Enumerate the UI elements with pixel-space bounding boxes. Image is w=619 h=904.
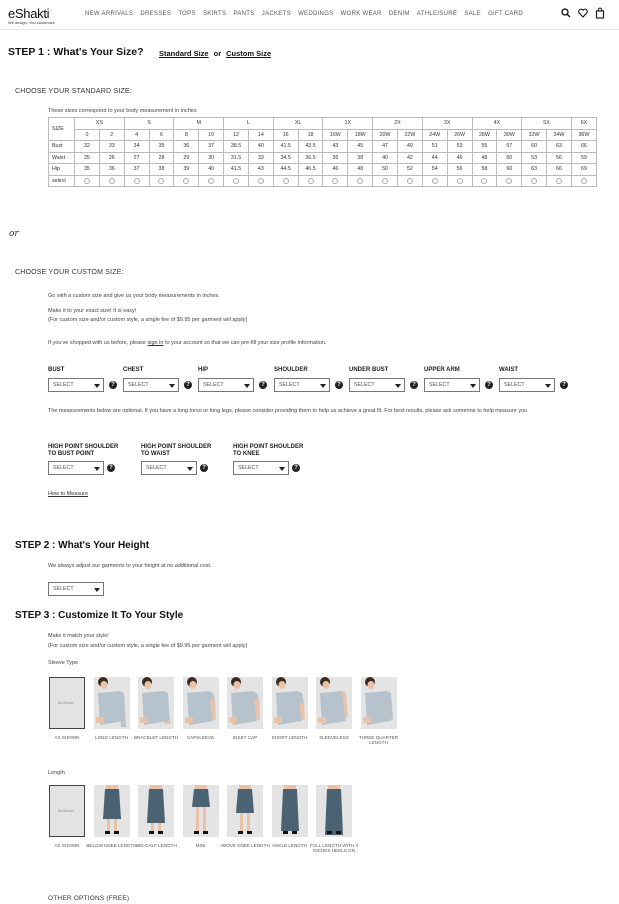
- select-cell: [497, 175, 522, 187]
- chevron-down-icon: [470, 384, 476, 388]
- size-number-cell: 16W: [323, 129, 348, 141]
- size-radio[interactable]: [457, 178, 463, 184]
- measurement-value: 58: [472, 164, 497, 176]
- measurement-value: 38: [348, 152, 373, 164]
- select-cell: [248, 175, 273, 187]
- measurement-value: 35: [75, 164, 100, 176]
- measurement-row: [49, 164, 597, 176]
- bag-icon[interactable]: [595, 7, 605, 19]
- size-label-cell: SIZE: [49, 118, 75, 141]
- field-label-chest: CHEST: [123, 367, 144, 373]
- select-value: SELECT: [504, 382, 525, 388]
- or-separator: or: [213, 49, 222, 58]
- optional-field-label: TO BUST POINT: [48, 451, 95, 457]
- select-cell: [174, 175, 199, 187]
- field-label-under-bust: UNDER BUST: [349, 367, 389, 373]
- optional-field-label: TO KNEE: [233, 451, 260, 457]
- optional-measurement-select[interactable]: [233, 461, 289, 475]
- custom-easy-note: Make it to your exact size! It is easy!: [48, 308, 137, 314]
- chevron-down-icon: [279, 467, 285, 471]
- measurement-value: 60: [497, 164, 522, 176]
- optional-measurement-select[interactable]: [48, 461, 104, 475]
- under-bust-select[interactable]: [349, 378, 405, 392]
- sleeve-option-label: AS SHOWN: [54, 735, 80, 740]
- size-radio[interactable]: [283, 178, 289, 184]
- optional-measurements-note: The measurements below are optional. If you have a long torso or long legs, please consider providing them to help us achieve a great fit. For best results, please ask someone to help measure you: [48, 408, 528, 414]
- sleeve-type-heading: Sleeve Type: [48, 660, 79, 666]
- size-group-cell: 4X: [472, 118, 522, 130]
- step1-size-links: [159, 49, 271, 58]
- measurement-value: 36.5: [298, 152, 323, 164]
- size-group-cell: 1X: [323, 118, 373, 130]
- select-cell: [348, 175, 373, 187]
- sleeve-illustration: [138, 677, 174, 729]
- upper-arm-select[interactable]: [424, 378, 480, 392]
- step3-title: STEP 3 : Customize It To Your Style: [15, 610, 184, 621]
- custom-intro: Go with a custom size and give us your body measurements in inches.: [48, 293, 220, 299]
- length-option[interactable]: [220, 785, 270, 848]
- size-group-cell: 6X: [571, 118, 596, 130]
- measurement-value: 60: [522, 141, 547, 153]
- measurement-value: 48: [348, 164, 373, 176]
- other-options-heading: OTHER OPTIONS (FREE): [48, 895, 130, 902]
- how-to-measure-link[interactable]: How to Measure: [48, 491, 89, 497]
- height-select-value: SELECT: [53, 586, 74, 592]
- measurement-value: 36: [174, 141, 199, 153]
- select-cell: [397, 175, 422, 187]
- measurement-value: 38: [149, 164, 174, 176]
- chevron-down-icon: [320, 384, 326, 388]
- logo[interactable]: eShakti: [8, 6, 50, 21]
- help-icon[interactable]: ?: [200, 464, 208, 472]
- logo-tagline: We design. You customize: [8, 20, 55, 25]
- size-radio[interactable]: [233, 178, 239, 184]
- custom-size-link[interactable]: Custom Size: [226, 49, 272, 58]
- measurement-value: 59: [571, 152, 596, 164]
- size-group-cell: 2X: [373, 118, 423, 130]
- standard-size-link[interactable]: Standard Size: [159, 49, 209, 58]
- size-radio[interactable]: [158, 178, 164, 184]
- as-shown-thumb-label: As Shown: [58, 701, 74, 705]
- measurement-value: 56: [447, 164, 472, 176]
- measurement-value: 36: [323, 152, 348, 164]
- size-radio[interactable]: [109, 178, 115, 184]
- measurement-value: 34.5: [273, 152, 298, 164]
- length-option[interactable]: [86, 785, 137, 848]
- select-row: [49, 175, 597, 187]
- measurement-value: 39: [174, 164, 199, 176]
- size-radio[interactable]: [506, 178, 512, 184]
- size-group-cell: L: [224, 118, 274, 130]
- nav-new-arrivals[interactable]: NEW ARRIVALS: [85, 11, 134, 17]
- help-icon[interactable]: ?: [292, 464, 300, 472]
- size-number-cell: 18W: [348, 129, 373, 141]
- field-label-bust: BUST: [48, 367, 65, 373]
- measurement-value: 50: [497, 152, 522, 164]
- sleeve-option-label: INSET CAP: [232, 735, 258, 740]
- size-radio[interactable]: [531, 178, 537, 184]
- measurement-value: 41.5: [273, 141, 298, 153]
- size-group-cell: XL: [273, 118, 323, 130]
- size-number-cell: 36W: [571, 129, 596, 141]
- help-icon[interactable]: ?: [560, 381, 568, 389]
- measurement-value: 53: [522, 152, 547, 164]
- height-select[interactable]: [48, 582, 104, 596]
- measurement-value: 30: [199, 152, 224, 164]
- select-value: SELECT: [238, 465, 259, 471]
- select-cell: [472, 175, 497, 187]
- length-option[interactable]: [310, 785, 358, 853]
- sleeve-option-label: THREE QUARTER LENGTH: [358, 735, 399, 745]
- select-value: SELECT: [203, 382, 224, 388]
- select-cell: [273, 175, 298, 187]
- chevron-down-icon: [187, 467, 193, 471]
- sign-in-link[interactable]: sign in: [147, 340, 164, 346]
- size-radio[interactable]: [308, 178, 314, 184]
- help-icon[interactable]: ?: [259, 381, 267, 389]
- measurement-value: 28: [149, 152, 174, 164]
- as-shown-image: [49, 785, 85, 837]
- measurement-value: 40: [199, 164, 224, 176]
- sleeve-option[interactable]: [49, 677, 85, 740]
- sleeve-option[interactable]: [183, 677, 219, 740]
- size-radio[interactable]: [556, 178, 562, 184]
- search-icon[interactable]: [561, 7, 571, 19]
- sign-in-note: [48, 340, 326, 346]
- standard-size-heading: CHOOSE YOUR STANDARD SIZE:: [15, 88, 132, 95]
- optional-field-label: HIGH POINT SHOULDER: [48, 444, 119, 450]
- measurement-value: 27: [124, 152, 149, 164]
- size-number-cell: 30W: [497, 129, 522, 141]
- measurement-value: 48: [472, 152, 497, 164]
- length-heading: Length: [48, 770, 65, 776]
- measurement-row-label: Bust: [49, 141, 75, 153]
- nav-pants[interactable]: PANTS: [233, 11, 255, 17]
- length-option-label: ABOVE KNEE LENGTH: [220, 843, 270, 848]
- length-illustration: [316, 785, 352, 837]
- size-radio[interactable]: [407, 178, 413, 184]
- size-group-cell: 3X: [422, 118, 472, 130]
- size-radio[interactable]: [183, 178, 189, 184]
- select-value: SELECT: [354, 382, 375, 388]
- select-cell: [373, 175, 398, 187]
- measurement-value: 51: [422, 141, 447, 153]
- sleeve-option[interactable]: [94, 677, 130, 740]
- size-group-cell: 5X: [522, 118, 572, 130]
- size-number-cell: 28W: [472, 129, 497, 141]
- length-illustration: [227, 785, 263, 837]
- measurement-value: 25: [75, 152, 100, 164]
- main-nav: [85, 11, 530, 17]
- waist-select[interactable]: [499, 378, 555, 392]
- size-group-cell: XS: [75, 118, 125, 130]
- select-value: SELECT: [429, 382, 450, 388]
- step2-title: STEP 2 : What's Your Height: [15, 540, 150, 551]
- size-number-cell: 22W: [397, 129, 422, 141]
- help-icon[interactable]: ?: [335, 381, 343, 389]
- measurement-value: 57: [497, 141, 522, 153]
- measurement-value: 38.5: [224, 141, 249, 153]
- select-value: SELECT: [279, 382, 300, 388]
- measurement-value: 54: [422, 164, 447, 176]
- chevron-down-icon: [94, 588, 100, 592]
- size-radio[interactable]: [134, 178, 140, 184]
- help-icon[interactable]: ?: [184, 381, 192, 389]
- chest-select[interactable]: [123, 378, 179, 392]
- length-option-label: FULL LENGTH WITH 3 INCHES HEELS ON: [310, 843, 358, 853]
- measurement-value: 43: [323, 141, 348, 153]
- select-cell: [224, 175, 249, 187]
- field-label-waist: WAIST: [499, 367, 518, 373]
- help-icon[interactable]: ?: [109, 381, 117, 389]
- measurement-value: 43: [248, 164, 273, 176]
- measurement-value: 44: [422, 152, 447, 164]
- help-icon[interactable]: ?: [107, 464, 115, 472]
- size-group-cell: S: [124, 118, 174, 130]
- sleeve-illustration: [272, 677, 308, 729]
- or-divider: or: [9, 229, 19, 239]
- size-number-cell: 24W: [422, 129, 447, 141]
- measurement-value: 66: [547, 164, 572, 176]
- select-cell: [323, 175, 348, 187]
- length-option-label: MID-CALF LENGTH: [135, 843, 177, 848]
- shoulder-select[interactable]: [274, 378, 330, 392]
- select-cell: [298, 175, 323, 187]
- help-icon[interactable]: ?: [410, 381, 418, 389]
- sleeve-illustration: [316, 677, 352, 729]
- size-number-cell: 14: [248, 129, 273, 141]
- sleeve-illustration: [361, 677, 397, 729]
- measurement-value: 42: [397, 152, 422, 164]
- nav-jackets[interactable]: JACKETS: [261, 11, 291, 17]
- chevron-down-icon: [545, 384, 551, 388]
- size-number-cell: 12: [224, 129, 249, 141]
- size-number-cell: 8: [174, 129, 199, 141]
- select-cell: [124, 175, 149, 187]
- nav-athleisure[interactable]: ATHLEISURE: [416, 11, 458, 17]
- measurement-row: [49, 141, 597, 153]
- nav-gift-card[interactable]: GIFT CARD: [488, 11, 524, 17]
- measurement-value: 66: [571, 141, 596, 153]
- style-note-1: Make it match your style!: [48, 633, 109, 639]
- sleeve-option-label: BRACELET LENGTH: [133, 735, 179, 740]
- select-cell: [422, 175, 447, 187]
- measurement-value: 53: [447, 141, 472, 153]
- select-value: SELECT: [146, 465, 167, 471]
- size-number-cell: 6: [149, 129, 174, 141]
- size-group-row: [49, 118, 597, 130]
- length-illustration: [138, 785, 174, 837]
- measurement-value: 35: [149, 141, 174, 153]
- measurement-value: 44.5: [273, 164, 298, 176]
- as-shown-image: [49, 677, 85, 729]
- size-chart-table: [48, 117, 597, 187]
- measurement-value: 33: [99, 141, 124, 153]
- sign-in-text-before: If you've shopped with us before, please: [48, 340, 146, 346]
- field-label-upper-arm: UPPER ARM: [424, 367, 460, 373]
- length-option-label: ANKLE LENGTH: [272, 843, 307, 848]
- select-row-label: select: [49, 175, 75, 187]
- chevron-down-icon: [169, 384, 175, 388]
- measurement-value: 37: [199, 141, 224, 153]
- size-number-cell: 16: [273, 129, 298, 141]
- size-radio[interactable]: [84, 178, 90, 184]
- sleeve-option-label: SHORT LENGTH: [271, 735, 308, 740]
- select-cell: [99, 175, 124, 187]
- size-radio[interactable]: [581, 178, 587, 184]
- nav-dresses[interactable]: DRESSES: [140, 11, 172, 17]
- sleeve-illustration: [183, 677, 219, 729]
- sleeve-option-label: SLEEVELESS: [319, 735, 349, 740]
- measurement-value: 63: [522, 164, 547, 176]
- sleeve-option-label: CAPSLEEVE: [186, 735, 215, 740]
- size-number-cell: 0: [75, 129, 100, 141]
- bust-select[interactable]: [48, 378, 104, 392]
- sleeve-option[interactable]: [271, 677, 308, 740]
- sleeve-option[interactable]: [316, 677, 352, 740]
- chevron-down-icon: [395, 384, 401, 388]
- custom-fee-note: (For custom size and/or custom style, a single fee of $9.95 per garment will apply): [48, 317, 248, 323]
- select-cell: [447, 175, 472, 187]
- measurement-value: 40: [373, 152, 398, 164]
- sleeve-option-label: LONG LENGTH: [95, 735, 128, 740]
- chevron-down-icon: [244, 384, 250, 388]
- as-shown-thumb-label: As Shown: [58, 809, 74, 813]
- field-label-shoulder: SHOULDER: [274, 367, 308, 373]
- length-option-label: MINI: [195, 843, 206, 848]
- select-cell: [522, 175, 547, 187]
- optional-field-label: TO WAIST: [141, 451, 170, 457]
- header-icons: [561, 7, 605, 19]
- measurement-value: 43.5: [298, 141, 323, 153]
- nav-sale[interactable]: SALE: [464, 11, 481, 17]
- nav-weddings[interactable]: WEDDINGS: [298, 11, 334, 17]
- measurement-value: 56: [547, 152, 572, 164]
- custom-size-heading: CHOOSE YOUR CUSTOM SIZE:: [15, 269, 124, 276]
- length-option-label: BELOW KNEE LENGTH: [86, 843, 137, 848]
- select-cell: [199, 175, 224, 187]
- chevron-down-icon: [94, 467, 100, 471]
- measurement-value: 33: [248, 152, 273, 164]
- size-number-cell: 2: [99, 129, 124, 141]
- nav-denim[interactable]: DENIM: [388, 11, 410, 17]
- measurement-value: 34: [124, 141, 149, 153]
- size-radio[interactable]: [481, 178, 487, 184]
- length-option[interactable]: [183, 785, 219, 848]
- nav-skirts[interactable]: SKIRTS: [202, 11, 227, 17]
- field-label-hip: HIP: [198, 367, 209, 373]
- step1-title: STEP 1 : What's Your Size?: [8, 46, 144, 58]
- size-number-row: [49, 129, 597, 141]
- measurement-value: 49: [397, 141, 422, 153]
- measurement-row-label: Hip: [49, 164, 75, 176]
- measurement-value: 37: [124, 164, 149, 176]
- hip-select[interactable]: [198, 378, 254, 392]
- size-number-cell: 26W: [447, 129, 472, 141]
- measurement-value: 41.5: [224, 164, 249, 176]
- length-illustration: [272, 785, 308, 837]
- heart-icon[interactable]: [578, 7, 588, 19]
- size-radio[interactable]: [382, 178, 388, 184]
- sleeve-option[interactable]: [358, 677, 399, 745]
- measurement-value: 46: [323, 164, 348, 176]
- measurement-value: 69: [571, 164, 596, 176]
- size-number-cell: 4: [124, 129, 149, 141]
- length-illustration: [94, 785, 130, 837]
- select-value: SELECT: [53, 382, 74, 388]
- measurement-value: 45: [348, 141, 373, 153]
- size-radio[interactable]: [432, 178, 438, 184]
- length-option[interactable]: [135, 785, 177, 848]
- size-number-cell: 20W: [373, 129, 398, 141]
- length-option-label: AS SHOWN: [54, 843, 80, 848]
- sleeve-illustration: [227, 677, 263, 729]
- measurement-value: 36: [99, 164, 124, 176]
- measurement-value: 63: [547, 141, 572, 153]
- measurement-value: 50: [373, 164, 398, 176]
- size-radio[interactable]: [332, 178, 338, 184]
- size-radio[interactable]: [258, 178, 264, 184]
- optional-field-label: HIGH POINT SHOULDER: [233, 444, 304, 450]
- select-cell: [75, 175, 100, 187]
- measurement-value: 52: [397, 164, 422, 176]
- length-illustration: [183, 785, 219, 837]
- height-note: We always adjust our garments to your height at no additional cost.: [48, 563, 212, 569]
- size-radio[interactable]: [208, 178, 214, 184]
- select-value: SELECT: [128, 382, 149, 388]
- select-cell: [547, 175, 572, 187]
- measurement-value: 46.5: [298, 164, 323, 176]
- size-group-cell: M: [174, 118, 224, 130]
- measurement-value: 47: [373, 141, 398, 153]
- help-icon[interactable]: ?: [485, 381, 493, 389]
- measurement-value: 31.5: [224, 152, 249, 164]
- measurement-value: 29: [174, 152, 199, 164]
- nav-work-wear[interactable]: WORK WEAR: [340, 11, 382, 17]
- measurement-value: 46: [447, 152, 472, 164]
- size-radio[interactable]: [357, 178, 363, 184]
- optional-field-label: HIGH POINT SHOULDER: [141, 444, 212, 450]
- size-number-cell: 10: [199, 129, 224, 141]
- nav-tops[interactable]: TOPS: [178, 11, 196, 17]
- size-number-cell: 18: [298, 129, 323, 141]
- size-number-cell: 34W: [547, 129, 572, 141]
- sign-in-text-after: to your account so that we can pre-fill your size profile information.: [164, 340, 327, 346]
- select-value: SELECT: [53, 465, 74, 471]
- measurement-row: [49, 152, 597, 164]
- measurement-value: 26: [99, 152, 124, 164]
- measurement-value: 55: [472, 141, 497, 153]
- select-cell: [149, 175, 174, 187]
- chevron-down-icon: [94, 384, 100, 388]
- measurement-value: 32: [75, 141, 100, 153]
- sleeve-option[interactable]: [227, 677, 263, 740]
- length-option[interactable]: [49, 785, 85, 848]
- standard-size-note: These sizes correspond to your body measurement in inches: [48, 108, 197, 114]
- site-header: [0, 0, 619, 30]
- measurement-value: 40: [248, 141, 273, 153]
- style-note-2: (For custom size and/or custom style, a single fee of $9.95 per garment will apply): [48, 643, 248, 649]
- sleeve-illustration: [94, 677, 130, 729]
- length-option[interactable]: [272, 785, 308, 848]
- size-number-cell: 32W: [522, 129, 547, 141]
- select-cell: [571, 175, 596, 187]
- measurement-row-label: Waist: [49, 152, 75, 164]
- sleeve-option[interactable]: [133, 677, 179, 740]
- optional-measurement-select[interactable]: [141, 461, 197, 475]
